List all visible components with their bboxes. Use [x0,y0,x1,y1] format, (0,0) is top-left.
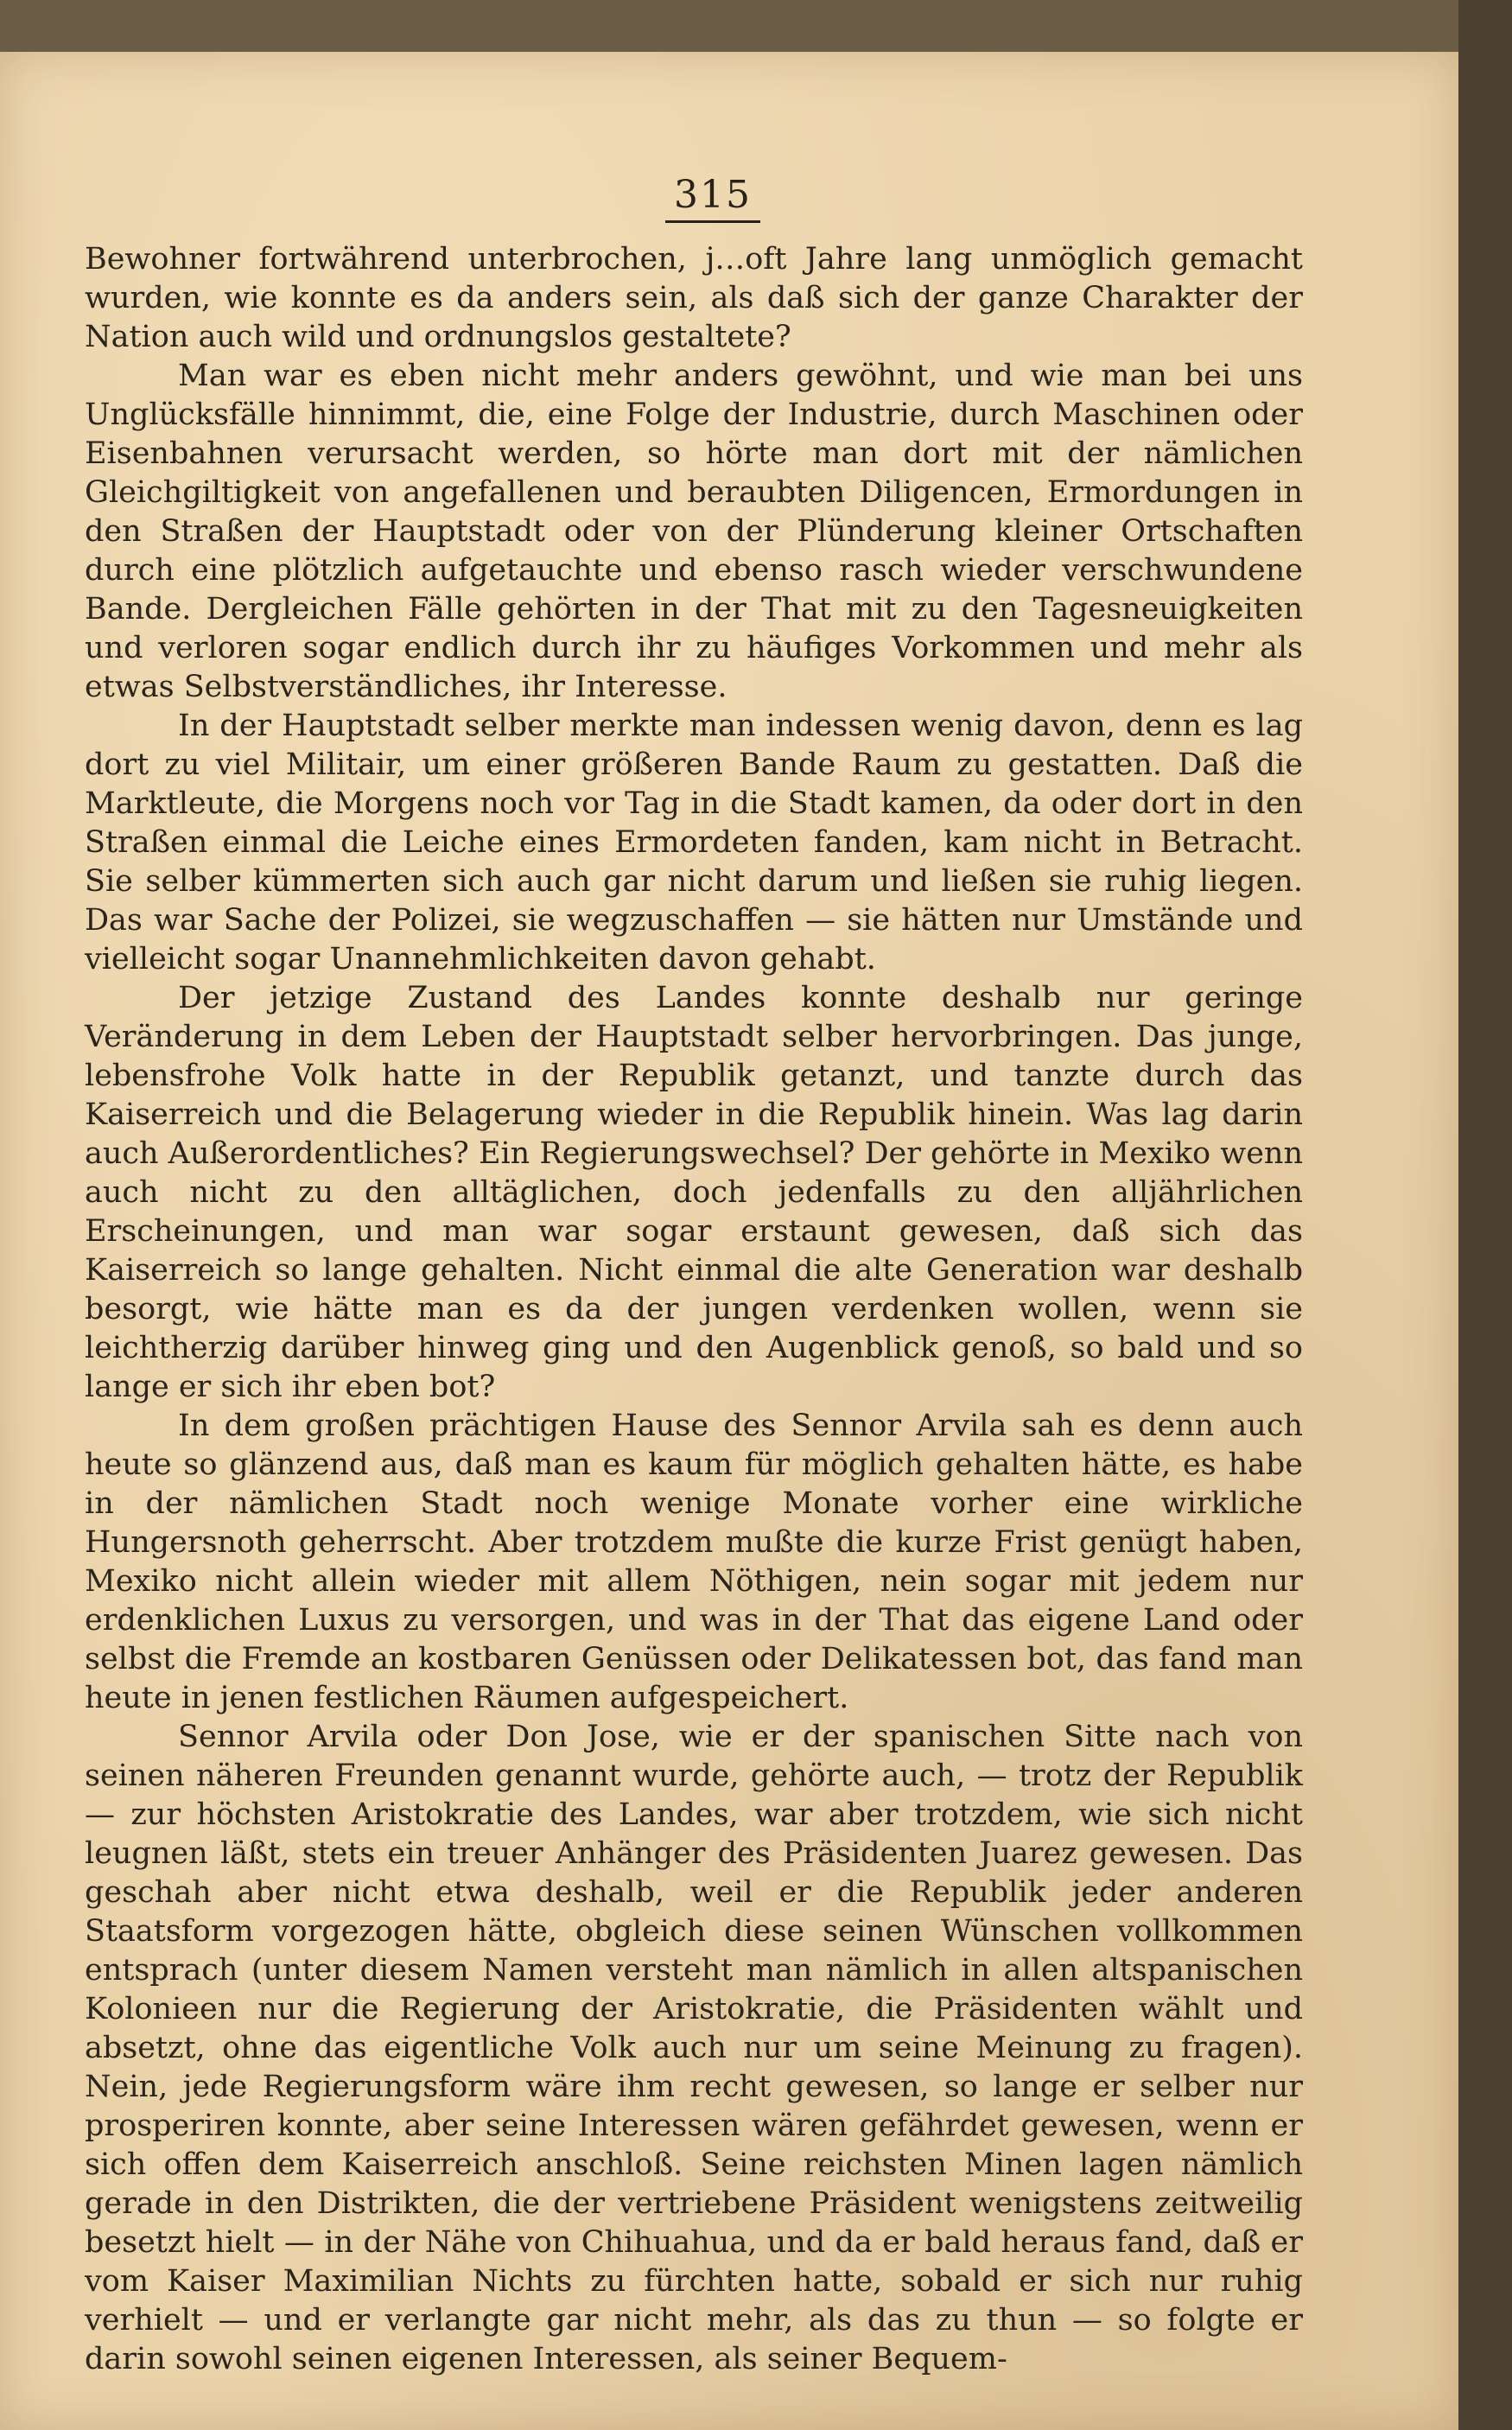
paragraph: In der Hauptstadt selber merkte man indessen wenig davon, denn es lag dort zu viel Militair, um einer größeren Bande Raum zu gestatten. Daß die Marktleute, die Morgens noch vor Tag in die Stadt kamen, da oder dort in den Straßen einmal die Leiche eines Ermordeten fanden, kam nicht in Betracht. Sie selber kümmerten sich auch gar nicht darum und ließen sie ruhig liegen. Das war Sache der Polizei, sie wegzuschaffen — sie hätten nur Umstände und vielleicht sogar Unannehmlichkeiten davon gehabt. [85,709,1303,976]
paragraph: Sennor Arvila oder Don Jose, wie er der spanischen Sitte nach von seinen näheren Freunden genannt wurde, gehörte auch, — trotz der Republik — zur höchsten Aristokratie des Landes, war aber trotzdem, wie sich nicht leugnen läßt, stets ein treuer Anhänger des Präsidenten Juarez gewesen. Das geschah aber nicht etwa deshalb, weil er die Republik jeder anderen Staatsform vorgezogen hätte, obgleich diese seinen Wünschen vollkommen entsprach (unter diesem Namen versteht man nämlich in allen altspanischen Kolonieen nur die Regierung der Aristokratie, die Präsidenten wählt und absetzt, ohne das eigentliche Volk auch nur um seine Meinung zu fragen). Nein, jede Regierungsform wäre ihm recht gewesen, so lange er selber nur prosperiren konnte, aber seine Interessen wären gefährdet gewesen, wenn er sich offen dem Kaiserreich anschloß. Seine reichsten Minen lagen nämlich gerade in den Distrikten, die der vertriebene Präsident wenigstens zeitweilig besetzt hielt — in der Nähe von Chihuahua, und da er bald heraus fand, daß er vom Kaiser Maximilian Nichts zu fürchten hatte, sobald er sich nur ruhig verhielt — und er verlangte gar nicht mehr, als das zu thun — so folgte er darin sowohl seinen eigenen Interessen, als seiner Bequem- [85,1720,1303,2376]
scan-right-edge [1458,0,1512,2430]
body-text [85,240,1303,2379]
paragraph: Der jetzige Zustand des Landes konnte deshalb nur geringe Veränderung in dem Leben der Hauptstadt selber hervorbringen. Das junge, lebensfrohe Volk hatte in der Republik getanzt, und tanzte durch das Kaiserreich und die Belagerung wieder in die Republik hinein. Was lag darin auch Außerordentliches? Ein Regierungswechsel? Der gehörte in Mexiko wenn auch nicht zu den alltäglichen, doch jedenfalls zu den alljährlichen Erscheinungen, und man war sogar erstaunt gewesen, daß sich das Kaiserreich so lange gehalten. Nicht einmal die alte Generation war deshalb besorgt, wie hätte man es da der jungen verdenken wollen, wenn sie leichtherzig darüber hinweg ging und den Augenblick genoß, so bald und so lange er sich ihr eben bot? [85,981,1303,1404]
paragraph: Man war es eben nicht mehr anders gewöhnt, und wie man bei uns Unglücksfälle hinnimmt, die, eine Folge der Industrie, durch Maschinen oder Eisenbahnen verursacht werden, so hörte man dort mit der nämlichen Gleichgiltigkeit von angefallenen und beraubten Diligencen, Ermordungen in den Straßen der Hauptstadt oder von der Plünderung kleiner Ortschaften durch eine plötzlich aufgetauchte und ebenso rasch wieder verschwundene Bande. Dergleichen Fälle gehörten in der That mit zu den Tagesneuigkeiten und verloren sogar endlich durch ihr zu häufiges Vorkommen und mehr als etwas Selbstverständliches, ihr Interesse. [85,359,1303,704]
page-number-rule [665,220,760,223]
paragraph: In dem großen prächtigen Hause des Sennor Arvila sah es denn auch heute so glänzend aus, daß man es kaum für möglich gehalten hätte, es habe in der nämlichen Stadt noch wenige Monate vorher eine wirkliche Hungersnoth geherrscht. Aber trotzdem mußte die kurze Frist genügt haben, Mexiko nicht allein wieder mit allem Nöthigen, nein sogar mit jedem nur erdenklichen Luxus zu versorgen, und was in der That das eigene Land oder selbst die Fremde an kostbaren Genüssen oder Delikatessen bot, das fand man heute in jenen festlichen Räumen aufgespeichert. [85,1409,1303,1715]
paragraph: Bewohner fortwährend unterbrochen, j…oft Jahre lang unmöglich gemacht wurden, wie konnte es da anders sein, als daß sich der ganze Charakter der Nation auch wild und ordnungslos gestaltete? [85,242,1303,354]
scan-top-edge [0,0,1512,52]
page-number: 315 [674,173,752,217]
